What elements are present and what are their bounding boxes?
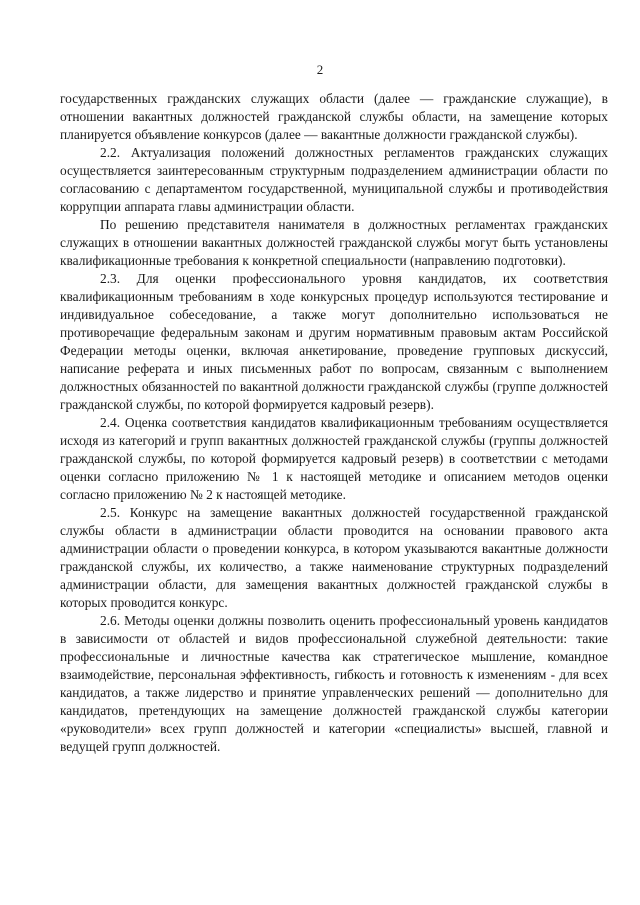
paragraph-2-5: 2.5. Конкурс на замещение вакантных должностей государственной гражданской службы области в администрации области проводится на основании правового акта администрации области о проведении конкурса, в котором указываются вакантные должности гражданской службы, их количество, а также наименование структурных подразделений администрации области, для замещения вакантных должностей гражданской службы в которых проводится конкурс. xyxy=(60,505,608,610)
paragraph-2-2: 2.2. Актуализация положений должностных регламентов гражданских служащих осуществляется заинтересованным структурным подразделением администрации области по согласованию с департаментом государственной, муниципальной службы и противодействия коррупции аппарата главы администрации области. xyxy=(60,145,608,214)
paragraph-2-3: 2.3. Для оценки профессионального уровня кандидатов, их соответствия квалификационным требованиям в ходе конкурсных процедур используются тестирование и индивидуальное собеседование, а также могут дополнительно использоваться не противоречащие федеральным законам и другим нормативным правовым актам Российской Федерации методы оценки, включая анкетирование, проведение групповых дискуссий, написание реферата и иных письменных работ по вопросам, связанным с выполнением должностных обязанностей по вакантной должности гражданской службы (группе должностей гражданской службы, по которой формируется кадровый резерв). xyxy=(60,271,608,412)
paragraph-2-4: 2.4. Оценка соответствия кандидатов квалификационным требованиям осуществляется исходя из категорий и групп вакантных должностей гражданской службы (группы должностей гражданской службы, по которой формируется кадровый резерв) в соответствии с методами оценки согласно приложению № 1 к настоящей методике и описанием методов оценки согласно приложению № 2 к настоящей методике. xyxy=(60,415,608,502)
paragraph-continuation: государственных гражданских служащих области (далее — гражданские служащие), в отношении вакантных должностей гражданской службы области, на замещение которых планируется объявление конкурсов (далее — вакантные должности гражданской службы). xyxy=(60,91,608,142)
paragraph-employer-decision: По решению представителя нанимателя в должностных регламентах гражданских служащих в отношении вакантных должностей гражданской службы могут быть установлены квалификационные требования к конкретной специальности (направлению подготовки). xyxy=(60,217,608,268)
document-body xyxy=(60,90,608,756)
page-number: 2 xyxy=(316,62,324,77)
paragraph-2-6: 2.6. Методы оценки должны позволить оценить профессиональный уровень кандидатов в зависимости от областей и видов профессиональной служебной деятельности: такие профессиональные и личностные качества как стратегическое мышление, командное взаимодействие, персональная эффективность, гибкость и готовность к изменениям - для всех кандидатов, а также лидерство и принятие управленческих решений — дополнительно для кандидатов, претендующих на замещение должностей гражданской службы категории «руководители» всех групп должностей и категории «специалисты» высшей, главной и ведущей групп должностей. xyxy=(60,613,608,754)
